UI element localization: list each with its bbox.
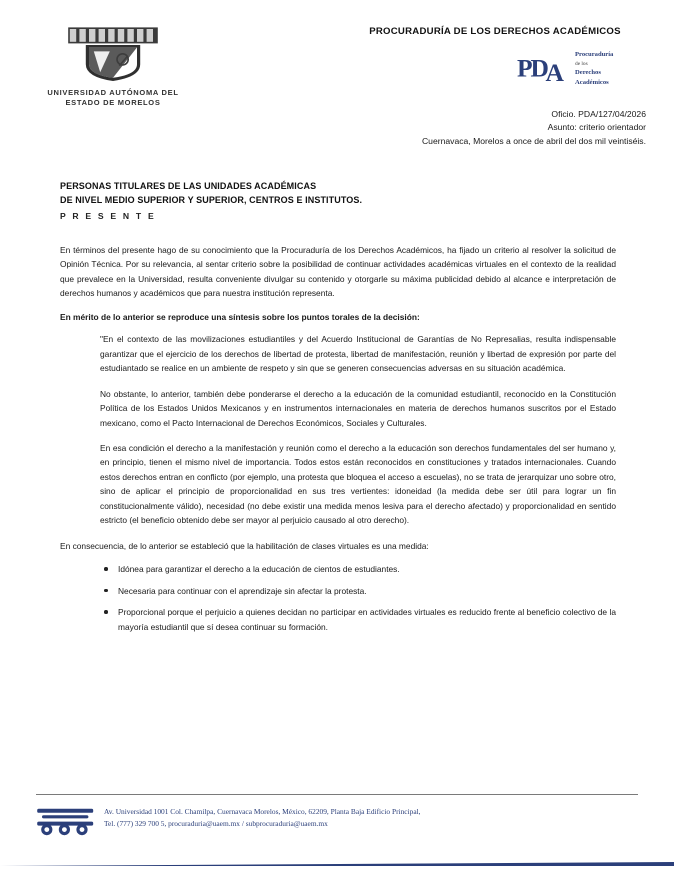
document-header bbox=[0, 0, 674, 160]
university-name bbox=[18, 88, 208, 108]
oficio-number: Oficio. PDA/127/04/2026 bbox=[551, 109, 646, 119]
pda-logo-line2: de los bbox=[575, 60, 588, 67]
svg-text:D: D bbox=[530, 53, 549, 83]
oficio-place-date: Cuernavaca, Morelos a once de abril del dos mil veintiséis. bbox=[421, 135, 646, 146]
uaem-logo-block bbox=[18, 24, 208, 108]
pda-monogram-icon bbox=[517, 51, 571, 87]
pda-logo-text bbox=[575, 50, 613, 88]
quote-paragraph-2: No obstante, lo anterior, también debe ponderarse el derecho a la educación de la comunidad estudiantil, reconocido en la Constitución Política de los Estados Unidos Mexicanos y en instrumentos internacionales en materia de derechos humanos suscritos por el Estado mexicano, como el Pacto Internacional de Derechos Económicos, Sociales y Culturales. bbox=[100, 388, 616, 428]
uaem-shield-icon bbox=[65, 24, 161, 82]
office-title: PROCURADURÍA DE LOS DERECHOS ACADÉMICOS bbox=[369, 26, 621, 37]
footer-contact-block bbox=[104, 806, 421, 830]
oficio-block bbox=[422, 108, 646, 148]
university-name-line1: UNIVERSIDAD AUTÓNOMA DEL bbox=[47, 88, 179, 97]
university-name-line2: ESTADO DE MORELOS bbox=[65, 98, 161, 108]
svg-text:P: P bbox=[517, 53, 533, 83]
footer-accent-bar bbox=[0, 857, 674, 866]
body-paragraph-1: En términos del presente hago de su conocimiento que la Procuraduría de los Derechos Académicos, ha fijado un criterio al resolver la solicitud de Opinión Técnica. Por su relevancia, al sentar criterio sobre la posibilidad de continuar actividades académicas virtuales en el contexto de la realidad que prevalece en la Universidad, resulta conveniente divulgar su contenido y otorgarle su máxima publicidad debido al alcance e interpretación de derechos humanos y académicos que para nuestra institución representa. bbox=[60, 245, 616, 299]
footer-address: Av. Universidad 1001 Col. Chamilpa, Cuernavaca Morelos, México, 62209, Planta Baja Edificio Principal, bbox=[104, 807, 421, 816]
pda-logo bbox=[517, 50, 613, 88]
pda-logo-line4: Académicos bbox=[575, 78, 609, 86]
addressee-presente: P R E S E N T E bbox=[60, 211, 156, 221]
svg-text:A: A bbox=[545, 57, 564, 87]
list-item: Proporcional porque el perjuicio a quienes decidan no participar en actividades virtuales es reducido frente al beneficio colectivo de la mayoría estudiantil que sí desea continuar su formación. bbox=[118, 605, 616, 634]
addressee-line1: PERSONAS TITULARES DE LAS UNIDADES ACADÉMICAS bbox=[60, 181, 317, 191]
quote-paragraph-1: "En el contexto de las movilizaciones estudiantiles y del Acuerdo Institucional de Garantías de No Represalias, resulta indispensable garantizar que el ejercicio de los derechos de libertad de protesta, libertad de manifestación, reunión y libertad de expresión por parte del estudiantado se realice en un ambiente de respeto y sin que se generen consecuencias adversas en su situación académica. bbox=[100, 334, 616, 374]
pda-logo-line1: Procuraduría bbox=[575, 51, 614, 58]
pda-logo-line3: Derechos bbox=[575, 69, 601, 76]
body-paragraph-3: En consecuencia, de lo anterior se estableció que la habilitación de clases virtuales es una medida: bbox=[60, 540, 429, 551]
footer-divider bbox=[36, 794, 638, 795]
document-footer bbox=[0, 794, 674, 872]
list-item: Necesaria para continuar con el aprendizaje sin afectar la protesta. bbox=[118, 584, 616, 598]
quote-paragraph-3: En esa condición el derecho a la manifestación y reunión como el derecho a la educación son derechos fundamentales del ser humano y, en principio, tienen el mismo nivel de importancia. Todos estos están reconocidos en constituciones y tratados internacionales. Cuando estos derechos entran en conflicto (por ejemplo, una protesta que bloquea el acceso a escuelas), no se trata de jerarquizar uno sobre otro, sino de aplicar el principio de proporcionalidad en sus tres vertientes: idoneidad (la medida debe ser útil para lograr un fin constitucionalmente válido), necesidad (no debe existir una medida menos lesiva para el derecho afectado) y proporcionalidad en sentido estricto (el beneficio obtenido debe ser mayor al perjuicio causado al otro derecho). bbox=[100, 442, 616, 526]
addressee-block bbox=[60, 180, 362, 223]
body-paragraph-2-bold: En mérito de lo anterior se reproduce una síntesis sobre los puntos torales de la decisión: bbox=[60, 311, 420, 322]
list-item: Idónea para garantizar el derecho a la educación de cientos de estudiantes. bbox=[118, 562, 616, 576]
oficio-subject: Asunto: criterio orientador bbox=[547, 122, 646, 133]
footer-contact: Tel. (777) 329 700 5, procuraduria@uaem.mx / subprocuraduria@uaem.mx bbox=[104, 818, 328, 828]
document-body bbox=[60, 243, 616, 641]
uaem-glyph-icon bbox=[34, 800, 98, 840]
addressee-line2: DE NIVEL MEDIO SUPERIOR Y SUPERIOR, CENTROS E INSTITUTOS. bbox=[60, 194, 363, 205]
measure-list bbox=[60, 562, 616, 634]
quoted-synthesis bbox=[100, 332, 616, 527]
